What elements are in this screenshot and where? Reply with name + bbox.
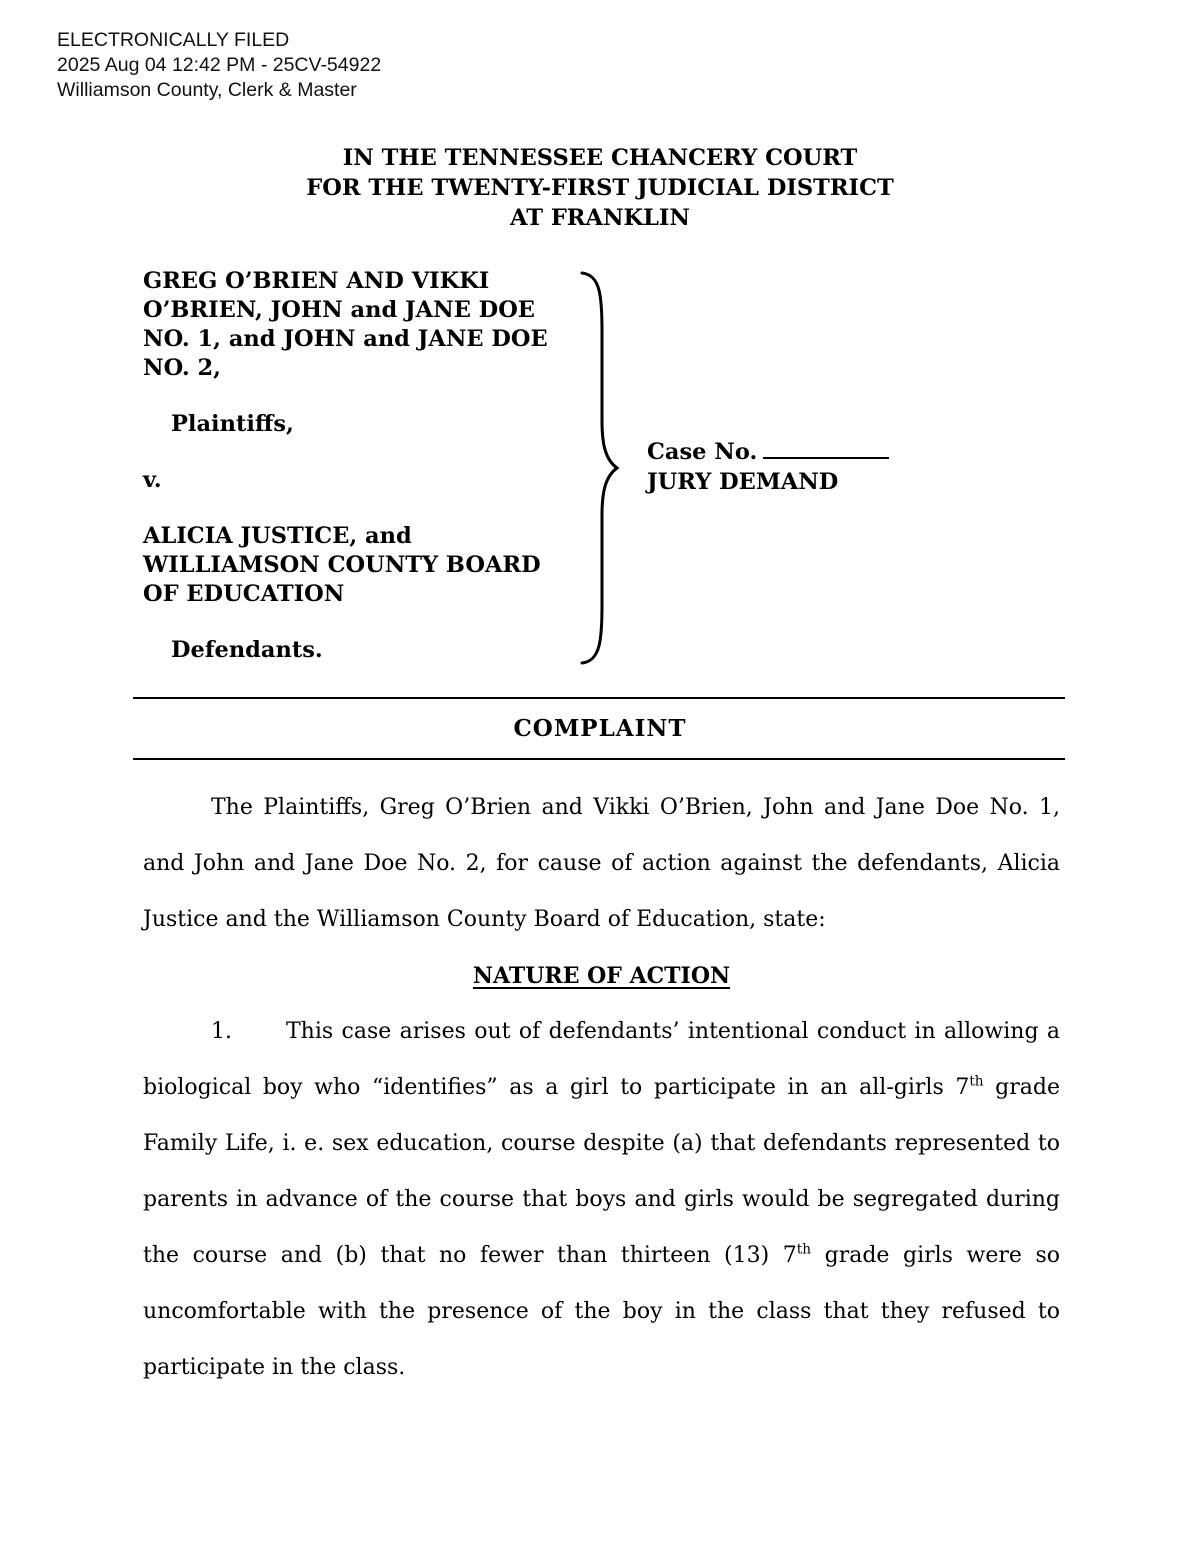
section-heading [143,948,1060,1004]
ordinal-suffix: th [969,1073,984,1090]
case-number-blank [763,437,889,459]
court-header-line-3: AT FRANKLIN [510,205,690,231]
defendants-names-line: OF EDUCATION [143,581,345,607]
defendants-names-line: ALICIA JUSTICE, and [143,523,412,549]
caption-brace-icon [577,269,621,667]
versus-label: v. [143,467,162,493]
defendants-names [143,522,555,609]
filing-stamp-status: ELECTRONICALLY FILED [57,29,290,51]
defendants-names-line: WILLIAMSON COUNTY BOARD [143,552,541,578]
ordinal-suffix: th [796,1241,812,1258]
plaintiffs-names-line: NO. 2, [143,355,222,381]
filing-stamp-clerk: Williamson County, Clerk & Master [57,79,357,101]
plaintiffs-names-line: O’BRIEN, JOHN and JANE DOE [143,297,535,323]
caption-parties [143,267,555,667]
court-header-line-2: FOR THE TWENTY-FIRST JUDICIAL DISTRICT [306,175,894,201]
paragraph-1-text: grade girls were so uncomfortable with the presence of the boy in the class that they refused to participate in the class. [143,1243,1060,1380]
plaintiffs-names-line: NO. 1, and JOHN and JANE DOE [143,326,548,352]
paragraph-1-text: This case arises out of defendants’ intentional conduct in allowing a biological boy who “identifies” as a girl to participate in an all-girls 7 [143,1019,1060,1100]
case-caption [143,267,1200,667]
plaintiffs-names [143,267,555,383]
paragraph-1 [143,1004,1060,1396]
jury-demand-label: JURY DEMAND [647,469,839,495]
filing-stamp [57,28,1200,103]
plaintiffs-names-line: GREG O’BRIEN AND VIKKI [143,268,490,294]
divider [133,697,1065,699]
defendants-label: Defendants. [171,637,323,663]
case-number-row [647,437,889,467]
intro-paragraph: The Plaintiffs, Greg O’Brien and Vikki O’Brien, John and Jane Doe No. 1, and John and Jane Doe No. 2, for cause of action against the defendants, Alicia Justice and the Williamson County Board of Education, state: [143,795,1060,932]
filing-stamp-date-case: 2025 Aug 04 12:42 PM - 25CV-54922 [57,54,382,76]
court-header-line-1: IN THE TENNESSEE CHANCERY COURT [342,145,858,171]
case-info [647,437,889,497]
paragraph-1-text: grade Family Life, i. e. sex education, course despite (a) that defendants represented to parents in advance of the course that boys and girls would be segregated during the course and (b) that no fewer than thirteen (13) 7 [143,1075,1061,1268]
plaintiffs-label: Plaintiffs, [171,411,294,437]
section-heading-text: NATURE OF ACTION [472,963,731,989]
divider [133,758,1065,760]
case-number-label: Case No. [647,439,758,465]
paragraph-1-number: 1. [211,1019,232,1044]
court-header [0,143,1200,233]
complaint-title: COMPLAINT [513,715,687,742]
